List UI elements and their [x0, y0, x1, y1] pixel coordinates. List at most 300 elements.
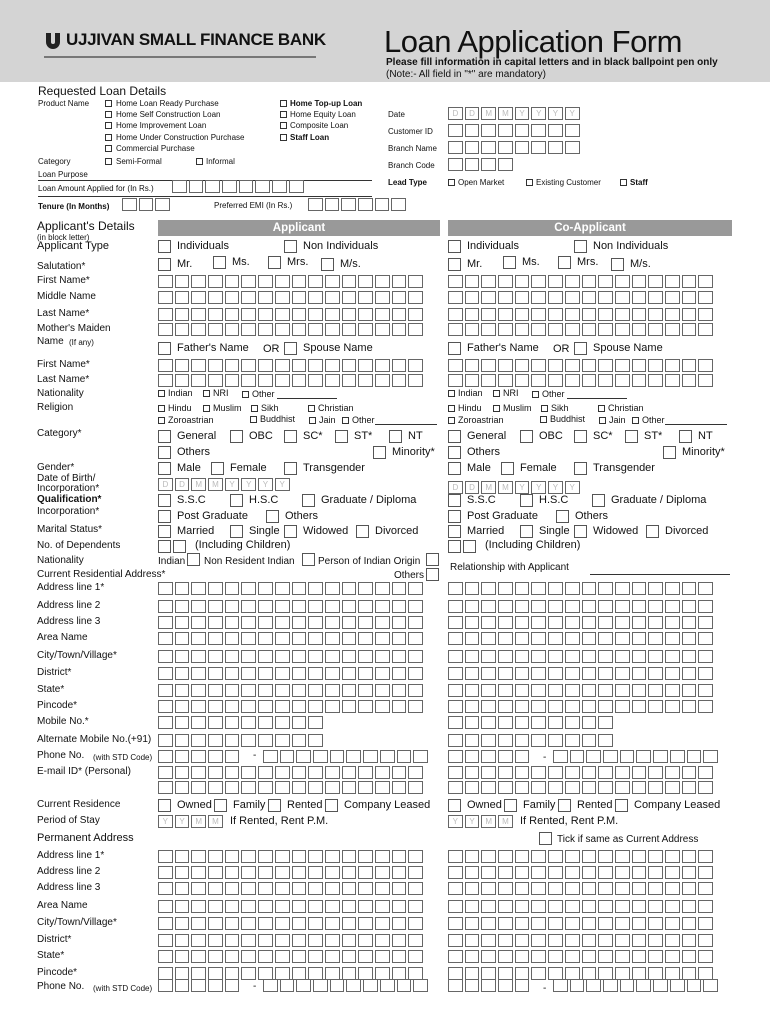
- char-box[interactable]: [531, 967, 546, 980]
- char-box[interactable]: [515, 882, 530, 895]
- char-box[interactable]: [481, 667, 496, 680]
- char-box[interactable]: [225, 650, 240, 663]
- char-box[interactable]: [598, 582, 613, 595]
- char-box[interactable]: [313, 979, 328, 992]
- char-box[interactable]: [582, 950, 597, 963]
- char-box[interactable]: [392, 323, 407, 336]
- char-box[interactable]: [225, 667, 240, 680]
- char-box[interactable]: [342, 308, 357, 321]
- sc-checkbox[interactable]: [284, 430, 297, 443]
- char-box[interactable]: [191, 716, 206, 729]
- char-box[interactable]: [175, 291, 190, 304]
- nri-checkbox[interactable]: [203, 390, 210, 397]
- char-box[interactable]: [570, 750, 585, 763]
- fathers-name-checkbox[interactable]: [448, 342, 461, 355]
- rented-checkbox[interactable]: [268, 799, 281, 812]
- semi-formal-checkbox[interactable]: [105, 158, 112, 165]
- char-box[interactable]: M: [208, 815, 223, 828]
- char-box[interactable]: [682, 616, 697, 629]
- char-box[interactable]: [292, 616, 307, 629]
- char-box[interactable]: [682, 582, 697, 595]
- char-box[interactable]: [632, 600, 647, 613]
- char-box[interactable]: [225, 308, 240, 321]
- char-box[interactable]: [308, 308, 323, 321]
- char-box[interactable]: [582, 700, 597, 713]
- char-box[interactable]: [665, 323, 680, 336]
- perm-address-boxes[interactable]: [448, 866, 713, 879]
- widowed-checkbox[interactable]: [284, 525, 297, 538]
- char-box[interactable]: [292, 359, 307, 372]
- char-box[interactable]: [582, 716, 597, 729]
- char-box[interactable]: [515, 667, 530, 680]
- char-box[interactable]: [208, 750, 223, 763]
- mobile-boxes[interactable]: [158, 716, 323, 729]
- char-box[interactable]: Y: [158, 815, 173, 828]
- char-box[interactable]: [531, 734, 546, 747]
- char-box[interactable]: [598, 684, 613, 697]
- ssc-checkbox[interactable]: [158, 494, 171, 507]
- char-box[interactable]: [241, 275, 256, 288]
- char-box[interactable]: [208, 323, 223, 336]
- char-box[interactable]: [175, 275, 190, 288]
- char-box[interactable]: [565, 291, 580, 304]
- char-box[interactable]: [358, 374, 373, 387]
- char-box[interactable]: Y: [241, 478, 256, 491]
- char-box[interactable]: [570, 979, 585, 992]
- char-box[interactable]: [191, 934, 206, 947]
- mobile-boxes[interactable]: [448, 716, 613, 729]
- char-box[interactable]: [515, 900, 530, 913]
- char-box[interactable]: [548, 781, 563, 794]
- char-box[interactable]: [515, 359, 530, 372]
- char-box[interactable]: [648, 582, 663, 595]
- char-box[interactable]: [448, 124, 463, 137]
- char-box[interactable]: [275, 632, 290, 645]
- char-box[interactable]: [308, 582, 323, 595]
- char-box[interactable]: [191, 308, 206, 321]
- open-market-checkbox[interactable]: [448, 179, 455, 186]
- char-box[interactable]: [258, 291, 273, 304]
- char-box[interactable]: [175, 866, 190, 879]
- char-box[interactable]: [665, 291, 680, 304]
- nri-checkbox[interactable]: [302, 553, 315, 566]
- char-box[interactable]: [292, 934, 307, 947]
- char-box[interactable]: Y: [448, 815, 463, 828]
- char-box[interactable]: [208, 716, 223, 729]
- char-box[interactable]: [598, 866, 613, 879]
- address-boxes[interactable]: [448, 700, 713, 713]
- char-box[interactable]: [208, 850, 223, 863]
- char-box[interactable]: [498, 275, 513, 288]
- char-box[interactable]: [682, 667, 697, 680]
- char-box[interactable]: [515, 917, 530, 930]
- char-box[interactable]: [465, 750, 480, 763]
- char-box[interactable]: [515, 684, 530, 697]
- char-box[interactable]: [582, 734, 597, 747]
- char-box[interactable]: [548, 667, 563, 680]
- sikh-checkbox[interactable]: [251, 405, 258, 412]
- char-box[interactable]: [408, 700, 423, 713]
- minority-checkbox[interactable]: [663, 446, 676, 459]
- char-box[interactable]: [682, 781, 697, 794]
- char-box[interactable]: [292, 781, 307, 794]
- char-box[interactable]: Y: [531, 481, 546, 494]
- char-box[interactable]: [358, 781, 373, 794]
- char-box[interactable]: [358, 700, 373, 713]
- char-box[interactable]: [603, 750, 618, 763]
- char-box[interactable]: [632, 882, 647, 895]
- char-box[interactable]: [175, 766, 190, 779]
- char-box[interactable]: [375, 781, 390, 794]
- char-box[interactable]: [241, 766, 256, 779]
- char-box[interactable]: [275, 900, 290, 913]
- char-box[interactable]: [648, 866, 663, 879]
- char-box[interactable]: [308, 291, 323, 304]
- phone-boxes[interactable]: [553, 979, 718, 992]
- char-box[interactable]: [225, 934, 240, 947]
- char-box[interactable]: [632, 850, 647, 863]
- char-box[interactable]: [698, 275, 713, 288]
- char-box[interactable]: [687, 750, 702, 763]
- char-box[interactable]: [358, 766, 373, 779]
- char-box[interactable]: [225, 850, 240, 863]
- char-box[interactable]: [698, 323, 713, 336]
- char-box[interactable]: [698, 600, 713, 613]
- char-box[interactable]: [515, 766, 530, 779]
- char-box[interactable]: [191, 650, 206, 663]
- char-box[interactable]: [548, 650, 563, 663]
- char-box[interactable]: [258, 716, 273, 729]
- product-checkbox[interactable]: [280, 100, 287, 107]
- char-box[interactable]: [275, 600, 290, 613]
- char-box[interactable]: [665, 374, 680, 387]
- char-box[interactable]: [481, 158, 496, 171]
- char-box[interactable]: [648, 900, 663, 913]
- char-box[interactable]: [292, 374, 307, 387]
- char-box[interactable]: [158, 700, 173, 713]
- char-box[interactable]: [175, 950, 190, 963]
- char-box[interactable]: [342, 882, 357, 895]
- char-box[interactable]: [358, 650, 373, 663]
- char-box[interactable]: [325, 934, 340, 947]
- char-box[interactable]: [481, 882, 496, 895]
- char-box[interactable]: [498, 667, 513, 680]
- char-box[interactable]: [408, 917, 423, 930]
- char-box[interactable]: [682, 917, 697, 930]
- char-box[interactable]: [665, 308, 680, 321]
- product-checkbox[interactable]: [105, 134, 112, 141]
- char-box[interactable]: [531, 141, 546, 154]
- char-box[interactable]: [272, 180, 287, 193]
- char-box[interactable]: [392, 766, 407, 779]
- male-checkbox[interactable]: [158, 462, 171, 475]
- std-boxes[interactable]: [158, 979, 239, 992]
- char-box[interactable]: [408, 323, 423, 336]
- char-box[interactable]: [481, 700, 496, 713]
- loan-amount-boxes[interactable]: [172, 180, 304, 193]
- char-box[interactable]: [448, 632, 463, 645]
- char-box[interactable]: Y: [258, 478, 273, 491]
- char-box[interactable]: [275, 917, 290, 930]
- date-boxes[interactable]: [448, 107, 580, 120]
- char-box[interactable]: [682, 850, 697, 863]
- char-box[interactable]: [358, 275, 373, 288]
- char-box[interactable]: [275, 308, 290, 321]
- char-box[interactable]: [342, 700, 357, 713]
- char-box[interactable]: [498, 700, 513, 713]
- char-box[interactable]: [358, 950, 373, 963]
- char-box[interactable]: [342, 667, 357, 680]
- customer-id-boxes[interactable]: [448, 124, 580, 137]
- name-boxes[interactable]: [158, 323, 423, 336]
- char-box[interactable]: [498, 882, 513, 895]
- char-box[interactable]: [241, 600, 256, 613]
- char-box[interactable]: [481, 308, 496, 321]
- char-box[interactable]: [515, 716, 530, 729]
- char-box[interactable]: [392, 866, 407, 879]
- char-box[interactable]: [275, 700, 290, 713]
- char-box[interactable]: [342, 850, 357, 863]
- char-box[interactable]: [258, 684, 273, 697]
- char-box[interactable]: [208, 374, 223, 387]
- char-box[interactable]: [498, 979, 513, 992]
- staff-checkbox[interactable]: [620, 179, 627, 186]
- ssc-checkbox[interactable]: [448, 494, 461, 507]
- char-box[interactable]: [448, 734, 463, 747]
- name-boxes[interactable]: [448, 291, 713, 304]
- char-box[interactable]: [531, 616, 546, 629]
- char-box[interactable]: [615, 934, 630, 947]
- name-boxes[interactable]: [158, 275, 423, 288]
- char-box[interactable]: [158, 616, 173, 629]
- char-box[interactable]: [358, 308, 373, 321]
- char-box[interactable]: [208, 650, 223, 663]
- existing-customer-checkbox[interactable]: [526, 179, 533, 186]
- char-box[interactable]: [330, 750, 345, 763]
- char-box[interactable]: [632, 934, 647, 947]
- char-box[interactable]: [698, 650, 713, 663]
- char-box[interactable]: [498, 781, 513, 794]
- char-box[interactable]: [191, 582, 206, 595]
- char-box[interactable]: [481, 275, 496, 288]
- char-box[interactable]: [548, 716, 563, 729]
- minority-checkbox[interactable]: [373, 446, 386, 459]
- char-box[interactable]: [648, 275, 663, 288]
- mr-checkbox[interactable]: [158, 258, 171, 271]
- char-box[interactable]: [258, 374, 273, 387]
- married-checkbox[interactable]: [448, 525, 461, 538]
- char-box[interactable]: [565, 124, 580, 137]
- char-box[interactable]: [413, 750, 428, 763]
- char-box[interactable]: [408, 684, 423, 697]
- char-box[interactable]: [615, 582, 630, 595]
- char-box[interactable]: [158, 900, 173, 913]
- address-boxes[interactable]: [158, 700, 423, 713]
- char-box[interactable]: [292, 734, 307, 747]
- char-box[interactable]: [465, 667, 480, 680]
- char-box[interactable]: [498, 734, 513, 747]
- char-box[interactable]: [275, 374, 290, 387]
- indian-checkbox[interactable]: [448, 390, 455, 397]
- other-nationality-line[interactable]: [277, 398, 337, 399]
- char-box[interactable]: [531, 917, 546, 930]
- char-box[interactable]: [465, 850, 480, 863]
- char-box[interactable]: [208, 700, 223, 713]
- char-box[interactable]: [158, 766, 173, 779]
- char-box[interactable]: [665, 766, 680, 779]
- char-box[interactable]: [582, 684, 597, 697]
- char-box[interactable]: [191, 275, 206, 288]
- char-box[interactable]: [139, 198, 154, 211]
- char-box[interactable]: [448, 700, 463, 713]
- char-box[interactable]: [465, 158, 480, 171]
- char-box[interactable]: [698, 700, 713, 713]
- char-box[interactable]: [682, 323, 697, 336]
- char-box[interactable]: [313, 750, 328, 763]
- char-box[interactable]: [325, 582, 340, 595]
- char-box[interactable]: [648, 667, 663, 680]
- char-box[interactable]: [308, 781, 323, 794]
- char-box[interactable]: [620, 979, 635, 992]
- char-box[interactable]: [292, 600, 307, 613]
- char-box[interactable]: [481, 359, 496, 372]
- char-box[interactable]: [225, 616, 240, 629]
- char-box[interactable]: [408, 275, 423, 288]
- others-checkbox[interactable]: [158, 446, 171, 459]
- char-box[interactable]: [448, 750, 463, 763]
- char-box[interactable]: [531, 934, 546, 947]
- char-box[interactable]: [548, 616, 563, 629]
- perm-address-boxes[interactable]: [448, 850, 713, 863]
- email-boxes[interactable]: [448, 766, 713, 779]
- char-box[interactable]: M: [498, 815, 513, 828]
- char-box[interactable]: [598, 600, 613, 613]
- char-box[interactable]: [648, 700, 663, 713]
- char-box[interactable]: Y: [515, 107, 530, 120]
- char-box[interactable]: [515, 374, 530, 387]
- char-box[interactable]: [448, 600, 463, 613]
- char-box[interactable]: [448, 291, 463, 304]
- char-box[interactable]: D: [465, 107, 480, 120]
- char-box[interactable]: [465, 291, 480, 304]
- char-box[interactable]: [375, 600, 390, 613]
- char-box[interactable]: [158, 359, 173, 372]
- char-box[interactable]: [392, 900, 407, 913]
- product-checkbox[interactable]: [105, 100, 112, 107]
- char-box[interactable]: [258, 781, 273, 794]
- hsc-checkbox[interactable]: [230, 494, 243, 507]
- char-box[interactable]: [358, 882, 373, 895]
- char-box[interactable]: [598, 308, 613, 321]
- char-box[interactable]: [225, 359, 240, 372]
- char-box[interactable]: [548, 308, 563, 321]
- char-box[interactable]: [515, 950, 530, 963]
- char-box[interactable]: [258, 934, 273, 947]
- char-box[interactable]: [408, 850, 423, 863]
- char-box[interactable]: [565, 275, 580, 288]
- char-box[interactable]: [632, 323, 647, 336]
- same-address-checkbox[interactable]: [539, 832, 552, 845]
- char-box[interactable]: [241, 323, 256, 336]
- char-box[interactable]: [241, 882, 256, 895]
- char-box[interactable]: [620, 750, 635, 763]
- char-box[interactable]: [225, 766, 240, 779]
- char-box[interactable]: [565, 917, 580, 930]
- char-box[interactable]: [615, 600, 630, 613]
- char-box[interactable]: [465, 582, 480, 595]
- emi-boxes[interactable]: [308, 198, 406, 211]
- char-box[interactable]: [380, 979, 395, 992]
- char-box[interactable]: [598, 275, 613, 288]
- char-box[interactable]: [158, 950, 173, 963]
- buddhist-checkbox[interactable]: [540, 416, 547, 423]
- char-box[interactable]: [615, 291, 630, 304]
- char-box[interactable]: [682, 700, 697, 713]
- char-box[interactable]: [548, 684, 563, 697]
- char-box[interactable]: M: [191, 478, 206, 491]
- char-box[interactable]: [498, 684, 513, 697]
- char-box[interactable]: [191, 766, 206, 779]
- char-box[interactable]: [158, 979, 173, 992]
- char-box[interactable]: [342, 291, 357, 304]
- char-box[interactable]: [565, 866, 580, 879]
- char-box[interactable]: [648, 950, 663, 963]
- char-box[interactable]: [375, 323, 390, 336]
- char-box[interactable]: [175, 632, 190, 645]
- char-box[interactable]: [548, 850, 563, 863]
- char-box[interactable]: Y: [175, 815, 190, 828]
- char-box[interactable]: [665, 900, 680, 913]
- product-checkbox[interactable]: [105, 145, 112, 152]
- char-box[interactable]: [158, 781, 173, 794]
- char-box[interactable]: [582, 850, 597, 863]
- char-box[interactable]: [615, 950, 630, 963]
- char-box[interactable]: [615, 308, 630, 321]
- char-box[interactable]: [632, 291, 647, 304]
- char-box[interactable]: [292, 900, 307, 913]
- char-box[interactable]: [565, 374, 580, 387]
- char-box[interactable]: [275, 275, 290, 288]
- char-box[interactable]: D: [465, 481, 480, 494]
- char-box[interactable]: [648, 781, 663, 794]
- char-box[interactable]: [191, 979, 206, 992]
- char-box[interactable]: [308, 667, 323, 680]
- char-box[interactable]: [548, 900, 563, 913]
- mss-checkbox[interactable]: [611, 258, 624, 271]
- char-box[interactable]: [375, 700, 390, 713]
- char-box[interactable]: [665, 850, 680, 863]
- informal-checkbox[interactable]: [196, 158, 203, 165]
- address-boxes[interactable]: [158, 684, 423, 697]
- char-box[interactable]: [308, 616, 323, 629]
- other-nationality-line[interactable]: [567, 398, 627, 399]
- char-box[interactable]: [481, 734, 496, 747]
- char-box[interactable]: [698, 766, 713, 779]
- char-box[interactable]: [158, 308, 173, 321]
- char-box[interactable]: [275, 934, 290, 947]
- char-box[interactable]: Y: [565, 107, 580, 120]
- char-box[interactable]: [582, 667, 597, 680]
- email-boxes[interactable]: [158, 781, 423, 794]
- char-box[interactable]: [531, 275, 546, 288]
- char-box[interactable]: [241, 667, 256, 680]
- graduate-checkbox[interactable]: [592, 494, 605, 507]
- char-box[interactable]: [175, 781, 190, 794]
- char-box[interactable]: [292, 650, 307, 663]
- char-box[interactable]: [325, 308, 340, 321]
- char-box[interactable]: [239, 180, 254, 193]
- char-box[interactable]: [191, 632, 206, 645]
